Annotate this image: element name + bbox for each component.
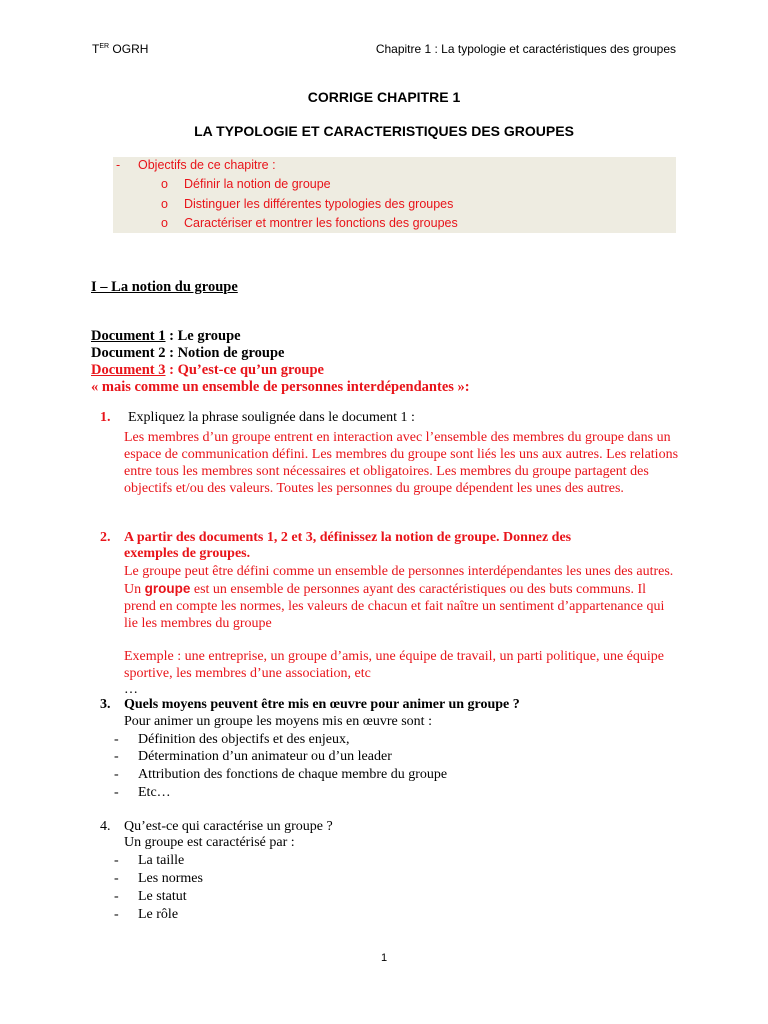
answer-4-intro: Un groupe est caractérisé par : — [124, 835, 295, 850]
answer-3-item: Détermination d’un animateur ou d’un leader — [138, 749, 392, 764]
objectives-dash: - — [116, 158, 121, 172]
document-1-line — [91, 328, 241, 345]
answer-4-item: Le statut — [138, 889, 187, 904]
objective-item: Distinguer les différentes typologies des groupes — [184, 197, 454, 211]
answer-2-example: Exemple : une entreprise, un groupe d’amis, une équipe de travail, un parti politique, une équipe sportive, les membres d’une association, etc — [124, 649, 664, 681]
answer-3-item: Attribution des fonctions de chaque membre du groupe — [138, 767, 448, 782]
list-dash: - — [114, 732, 119, 747]
list-dash: - — [114, 853, 119, 868]
answer-2-ellipsis: … — [124, 682, 138, 697]
answer-4-item: La taille — [138, 853, 185, 868]
list-dash: - — [114, 767, 119, 782]
question-2-text-line2: exemples de groupes. — [124, 546, 251, 561]
list-dash: - — [114, 785, 119, 800]
document-3-line — [91, 362, 324, 379]
answer-2 — [124, 563, 680, 632]
question-1-number: 1. — [100, 410, 111, 425]
objective-bullet: o — [161, 216, 168, 230]
page-title: CORRIGE CHAPITRE 1 — [307, 89, 461, 105]
answer-2-part2: est un ensemble de personnes ayant des caractéristiques ou des buts communs. Il prend en compte les normes, les valeurs de chacun et fait naître un sentiment d’appartenance qui lie les membres du groupe — [124, 582, 665, 631]
answer-3-item: Définition des objectifs et des enjeux, — [138, 732, 350, 747]
document-3-label: Document 3 — [91, 362, 166, 378]
question-3-number: 3. — [100, 697, 111, 712]
document-2-line: Document 2 : Notion de groupe — [91, 345, 285, 361]
answer-2-keyword: groupe — [144, 581, 191, 596]
document-1-title: : Le groupe — [165, 328, 241, 344]
question-2-text-line1: A partir des documents 1, 2 et 3, définissez la notion de groupe. Donnez des — [124, 530, 572, 545]
objective-bullet: o — [161, 177, 168, 191]
document-3-title: : Qu’est-ce qu’un groupe — [165, 362, 324, 378]
section-title: I – La notion du groupe — [91, 279, 238, 295]
document-quote: « mais comme un ensemble de personnes interdépendantes »: — [91, 379, 470, 395]
header-class-sup: ER — [99, 43, 110, 50]
header-left — [92, 42, 148, 56]
objective-bullet: o — [161, 197, 168, 211]
header-class-letter: T — [92, 42, 100, 56]
header-right: Chapitre 1 : La typologie et caractéristiques des groupes — [375, 42, 676, 56]
list-dash: - — [114, 871, 119, 886]
question-2-number: 2. — [100, 530, 111, 545]
objectives-heading: Objectifs de ce chapitre : — [138, 158, 276, 172]
answer-3-intro: Pour animer un groupe les moyens mis en œuvre sont : — [124, 714, 432, 729]
header-class-rest: OGRH — [109, 42, 149, 56]
document-1-label: Document 1 — [91, 328, 166, 344]
list-dash: - — [114, 749, 119, 764]
objective-item: Caractériser et montrer les fonctions des groupes — [184, 216, 458, 230]
objective-item: Définir la notion de groupe — [184, 177, 331, 191]
answer-2-part1: Le groupe peut être défini comme un ensemble de personnes interdépendantes les unes des autres. Un — [124, 564, 674, 597]
list-dash: - — [114, 907, 119, 922]
question-4-number: 4. — [100, 819, 111, 834]
answer-1: Les membres d’un groupe entrent en interaction avec l’ensemble des membres du groupe dans un espace de communication défini. Les membres du groupe sont liés les uns aux autres. Les relations entre tous les membres sont nécessaires et obligatoires. Les membres du groupe partagent des objectifs et/ou des valeurs. Toutes les personnes du groupe dépendent les unes des autres. — [124, 430, 679, 496]
answer-3-item: Etc… — [138, 785, 171, 800]
question-1-text: Expliquez la phrase soulignée dans le document 1 : — [128, 410, 415, 425]
question-3-text: Quels moyens peuvent être mis en œuvre pour animer un groupe ? — [124, 697, 520, 712]
page-subtitle: LA TYPOLOGIE ET CARACTERISTIQUES DES GROUPES — [194, 123, 574, 139]
list-dash: - — [114, 889, 119, 904]
page-number: 1 — [380, 952, 388, 964]
answer-4-item: Le rôle — [138, 907, 179, 922]
question-4-text: Qu’est-ce qui caractérise un groupe ? — [124, 819, 333, 834]
answer-4-item: Les normes — [138, 871, 203, 886]
